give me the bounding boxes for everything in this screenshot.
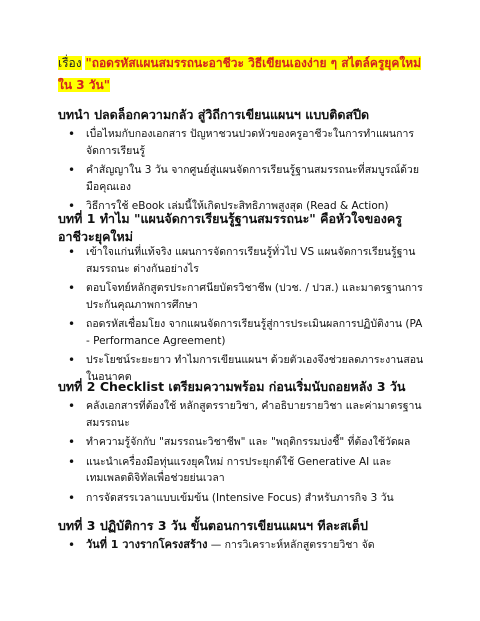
section-heading-chapter-1: บทที่ 1 ทำไม "แผนจัดการเรียนรู้ฐานสมรรถนะ" คือหัวใจของครูอาชีวะยุคใหม่ <box>58 211 402 244</box>
list-item: • ประโยชน์ระยะยาว ทำไมการเขียนแผนฯ ด้วยตัวเองจึงช่วยลดภาระงานสอนในอนาคต <box>66 352 428 385</box>
list-item: • คลังเอกสารที่ต้องใช้ หลักสูตรรายวิชา, คำอธิบายรายวิชา และค่ามาตรฐานสมรรถนะ <box>66 398 428 431</box>
title-label: เรื่อง <box>58 56 82 70</box>
chapter-3-list <box>66 537 428 557</box>
list-item: • คำสัญญาใน 3 วัน จากศูนย์สู่แผนจัดการเรียนรู้ฐานสมรรถนะที่สมบูรณ์ด้วยมือคุณเอง <box>66 162 428 195</box>
list-item: • วิธีการใช้ eBook เล่มนี้ให้เกิดประสิทธิภาพสูงสุด (Read & Action) <box>66 198 428 215</box>
chapter-1-list <box>66 244 428 388</box>
list-item <box>66 537 428 554</box>
section-heading-intro: บทนำ ปลดล็อกความกลัว สู่วิถีการเขียนแผนฯ แบบติดสปีด <box>58 107 370 122</box>
section-heading-chapter-3: บทที่ 3 ปฏิบัติการ 3 วัน ขั้นตอนการเขียนแผนฯ ทีละสเต็ป <box>58 518 368 533</box>
list-item: • เบื่อไหมกับกองเอกสาร ปัญหาชวนปวดหัวของครูอาชีวะในการทำแผนการจัดการเรียนรู้ <box>66 126 428 159</box>
intro-list <box>66 126 428 218</box>
section-heading-chapter-2: บทที่ 2 Checklist เตรียมความพร้อม ก่อนเริ่มนับถอยหลัง 3 วัน <box>58 379 406 394</box>
chapter-2-list <box>66 398 428 509</box>
day-1-label: วันที่ 1 วางรากโครงสร้าง <box>86 538 208 551</box>
list-item: • ตอบโจทย์หลักสูตรประกาศนียบัตรวิชาชีพ (ปวช. / ปวส.) และมาตรฐานการประกันคุณภาพการศึกษา <box>66 280 428 313</box>
document-title <box>58 52 430 96</box>
list-item: • ทำความรู้จักกับ "สมรรถนะวิชาชีพ" และ "พฤติกรรมบ่งชี้" ที่ต้องใช้วัดผล <box>66 434 428 451</box>
list-item: • แนะนำเครื่องมือทุ่นแรงยุคใหม่ การประยุกต์ใช้ Generative AI และเทมเพลตดิจิทัลเพื่อช่วยย่นเวลา <box>66 454 428 487</box>
list-item: • การจัดสรรเวลาแบบเข้มข้น (Intensive Focus) สำหรับภารกิจ 3 วัน <box>66 490 428 507</box>
list-item: • ถอดรหัสเชื่อมโยง จากแผนจัดการเรียนรู้สู่การประเมินผลการปฏิบัติงาน (PA - Performance Agreement) <box>66 316 428 349</box>
title-text: "ถอดรหัสแผนสมรรถนะอาชีวะ วิธีเขียนเองง่าย ๆ สไตล์ครูยุคใหม่ใน 3 วัน" <box>58 56 422 92</box>
day-1-text: — การวิเคราะห์หลักสูตรรายวิชา จัด <box>207 539 375 551</box>
list-item: • เข้าใจแก่นที่แท้จริง แผนการจัดการเรียนรู้ทั่วไป VS แผนจัดการเรียนรู้ฐานสมรรถนะ ต่างกันอย่างไร <box>66 244 428 277</box>
